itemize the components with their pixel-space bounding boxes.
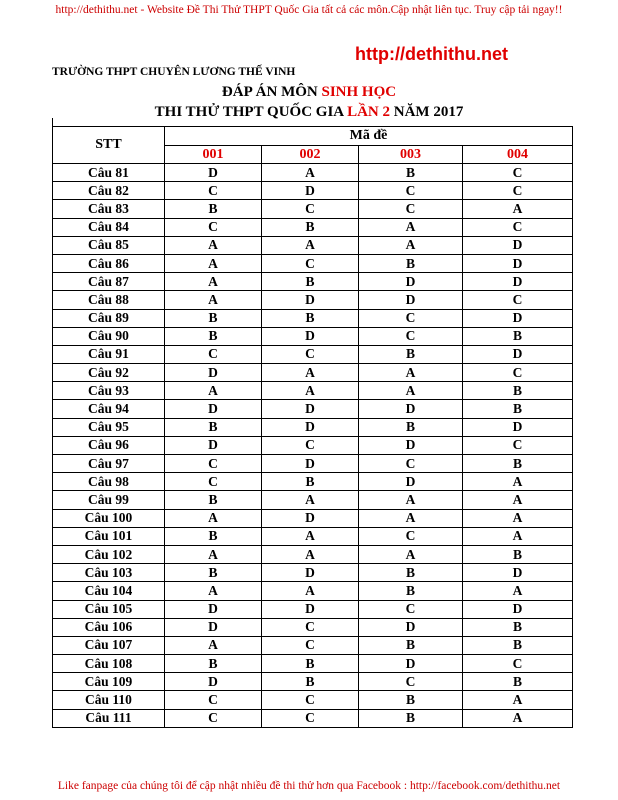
table-row [53, 564, 573, 582]
answer-cell: A [359, 364, 463, 382]
code-header: 001 [165, 146, 262, 164]
question-label: Câu 103 [53, 564, 165, 582]
answer-cell: B [463, 400, 573, 418]
answer-cell: A [165, 273, 262, 291]
answer-cell: A [463, 200, 573, 218]
answer-cell: A [262, 164, 359, 182]
table-row [53, 218, 573, 236]
answer-cell: A [463, 509, 573, 527]
answer-cell: C [165, 473, 262, 491]
answer-cell: D [463, 564, 573, 582]
answer-cell: C [463, 291, 573, 309]
answer-cell: D [165, 436, 262, 454]
question-label: Câu 86 [53, 254, 165, 272]
question-label: Câu 106 [53, 618, 165, 636]
table-row [53, 582, 573, 600]
school-name: TRƯỜNG THPT CHUYÊN LƯƠNG THẾ VINH [52, 66, 296, 78]
site-link[interactable]: http://dethithu.net [355, 44, 508, 64]
answer-cell: D [165, 364, 262, 382]
answer-cell: A [359, 491, 463, 509]
answer-cell: D [262, 400, 359, 418]
answer-cell: A [359, 382, 463, 400]
answer-cell: B [359, 418, 463, 436]
exam-year: NĂM 2017 [390, 104, 464, 120]
answer-cell: A [359, 545, 463, 563]
answer-cell: D [359, 473, 463, 491]
answer-cell: B [463, 545, 573, 563]
answer-cell: D [463, 273, 573, 291]
table-row [53, 600, 573, 618]
answer-cell: C [463, 164, 573, 182]
answer-cell: A [165, 291, 262, 309]
answer-cell: B [262, 655, 359, 673]
answer-cell: B [359, 709, 463, 727]
table-row [53, 382, 573, 400]
answer-cell: A [165, 254, 262, 272]
table-row [53, 291, 573, 309]
table-row [53, 400, 573, 418]
answer-cell: C [463, 436, 573, 454]
answer-cell: D [262, 182, 359, 200]
answer-cell: A [359, 236, 463, 254]
question-label: Câu 98 [53, 473, 165, 491]
answer-cell: B [359, 564, 463, 582]
table-row [53, 236, 573, 254]
answer-cell: D [262, 564, 359, 582]
answer-cell: B [262, 309, 359, 327]
answer-cell: B [262, 273, 359, 291]
answer-title [0, 84, 618, 101]
answer-cell: D [359, 400, 463, 418]
answer-cell: C [165, 345, 262, 363]
answer-cell: B [262, 673, 359, 691]
answer-cell: A [262, 491, 359, 509]
question-label: Câu 107 [53, 636, 165, 654]
question-label: Câu 101 [53, 527, 165, 545]
answer-cell: B [165, 655, 262, 673]
table-row [53, 691, 573, 709]
answer-cell: A [262, 582, 359, 600]
answer-cell: B [165, 327, 262, 345]
answer-cell: B [165, 491, 262, 509]
answer-cell: D [359, 273, 463, 291]
subject-name: SINH HỌC [321, 84, 397, 100]
question-label: Câu 110 [53, 691, 165, 709]
question-label: Câu 90 [53, 327, 165, 345]
table-row [53, 509, 573, 527]
answer-cell: C [359, 200, 463, 218]
answer-cell: C [359, 527, 463, 545]
answer-cell: A [165, 236, 262, 254]
question-label: Câu 96 [53, 436, 165, 454]
answer-cell: B [359, 164, 463, 182]
facebook-footer-link[interactable]: Like fanpage của chúng tôi để cập nhật nhiều đề thi thử hơn qua Facebook : http://facebook.com/dethithu.net [57, 780, 561, 792]
question-label: Câu 85 [53, 236, 165, 254]
answer-cell: C [359, 327, 463, 345]
answer-cell: B [165, 309, 262, 327]
answer-cell: D [165, 618, 262, 636]
answer-cell: C [359, 309, 463, 327]
answer-cell: B [165, 200, 262, 218]
answer-cell: D [262, 509, 359, 527]
answer-cell: C [463, 364, 573, 382]
answer-cell: B [262, 218, 359, 236]
answer-cell: D [463, 418, 573, 436]
answer-cell: C [165, 455, 262, 473]
answer-cell: A [463, 582, 573, 600]
question-label: Câu 82 [53, 182, 165, 200]
answer-cell: D [359, 291, 463, 309]
answer-cell: B [463, 455, 573, 473]
answer-cell: D [463, 345, 573, 363]
answer-cell: C [262, 618, 359, 636]
answer-cell: D [463, 600, 573, 618]
table-row [53, 200, 573, 218]
answer-cell: B [165, 527, 262, 545]
table-row [53, 527, 573, 545]
answer-cell: C [262, 436, 359, 454]
answer-cell: D [262, 327, 359, 345]
answer-cell: C [359, 182, 463, 200]
question-label: Câu 87 [53, 273, 165, 291]
stt-header: STT [53, 127, 165, 164]
answer-cell: A [463, 491, 573, 509]
answer-cell: B [463, 673, 573, 691]
table-row [53, 309, 573, 327]
question-label: Câu 99 [53, 491, 165, 509]
answer-cell: B [463, 618, 573, 636]
answer-cell: D [359, 655, 463, 673]
question-label: Câu 100 [53, 509, 165, 527]
question-label: Câu 89 [53, 309, 165, 327]
ma-de-header: Mã đề [165, 127, 573, 146]
code-header: 002 [262, 146, 359, 164]
answer-cell: A [463, 709, 573, 727]
answer-cell: D [359, 618, 463, 636]
question-label: Câu 84 [53, 218, 165, 236]
answer-cell: D [463, 309, 573, 327]
answer-cell: A [359, 218, 463, 236]
answer-cell: A [165, 582, 262, 600]
answer-cell: B [359, 254, 463, 272]
answer-cell: A [165, 636, 262, 654]
answer-cell: D [262, 291, 359, 309]
table-row [53, 636, 573, 654]
answer-cell: A [262, 236, 359, 254]
answer-cell: C [262, 691, 359, 709]
answer-cell: D [262, 418, 359, 436]
answer-cell: C [359, 673, 463, 691]
table-row [53, 436, 573, 454]
answer-cell: A [463, 527, 573, 545]
answer-cell: D [165, 600, 262, 618]
question-label: Câu 108 [53, 655, 165, 673]
exam-round: LẦN 2 [347, 104, 390, 120]
answer-cell: B [463, 382, 573, 400]
answer-cell: D [463, 254, 573, 272]
answer-cell: C [165, 218, 262, 236]
title-prefix: ĐÁP ÁN MÔN [221, 84, 322, 100]
table-row [53, 709, 573, 727]
table-row [53, 473, 573, 491]
top-banner-link[interactable]: http://dethithu.net - Website Đề Thi Thử THPT Quốc Gia tất cả các môn.Cập nhật liên tục. Truy cập tải ngay!! [55, 4, 563, 16]
answer-cell: A [463, 473, 573, 491]
answer-cell: A [463, 691, 573, 709]
question-label: Câu 88 [53, 291, 165, 309]
table-row [53, 418, 573, 436]
question-label: Câu 109 [53, 673, 165, 691]
answer-cell: B [165, 418, 262, 436]
answer-cell: B [359, 636, 463, 654]
table-row [53, 164, 573, 182]
answer-cell: B [463, 327, 573, 345]
answer-cell: C [359, 455, 463, 473]
answer-cell: A [262, 545, 359, 563]
question-label: Câu 111 [53, 709, 165, 727]
header-row [53, 127, 573, 146]
question-label: Câu 81 [53, 164, 165, 182]
answer-cell: A [262, 527, 359, 545]
answer-cell: D [165, 400, 262, 418]
answer-cell: D [262, 455, 359, 473]
answer-cell: C [165, 182, 262, 200]
question-label: Câu 93 [53, 382, 165, 400]
answer-cell: A [262, 364, 359, 382]
code-header: 003 [359, 146, 463, 164]
exam-title [0, 104, 618, 121]
table-row [53, 345, 573, 363]
answer-table [52, 126, 573, 728]
table-row [53, 254, 573, 272]
answer-cell: A [165, 545, 262, 563]
answer-cell: A [165, 382, 262, 400]
table-row [53, 182, 573, 200]
table-row [53, 545, 573, 563]
table-row [53, 364, 573, 382]
table-row [53, 655, 573, 673]
answer-cell: C [165, 709, 262, 727]
answer-cell: C [262, 200, 359, 218]
answer-cell: C [359, 600, 463, 618]
answer-cell: C [463, 655, 573, 673]
answer-cell: D [262, 600, 359, 618]
answer-cell: C [262, 254, 359, 272]
code-header: 004 [463, 146, 573, 164]
answer-cell: B [463, 636, 573, 654]
answer-cell: A [262, 382, 359, 400]
table-row [53, 618, 573, 636]
question-label: Câu 91 [53, 345, 165, 363]
answer-cell: C [262, 345, 359, 363]
question-label: Câu 95 [53, 418, 165, 436]
question-label: Câu 104 [53, 582, 165, 600]
table-row [53, 491, 573, 509]
table-row [53, 273, 573, 291]
table-row [53, 327, 573, 345]
answer-cell: B [359, 691, 463, 709]
exam-prefix: THI THỬ THPT QUỐC GIA [154, 104, 348, 120]
answer-cell: C [165, 691, 262, 709]
answer-cell: C [262, 636, 359, 654]
answer-cell: B [165, 564, 262, 582]
answer-cell: C [463, 182, 573, 200]
answer-cell: D [359, 436, 463, 454]
question-label: Câu 102 [53, 545, 165, 563]
answer-cell: B [359, 345, 463, 363]
question-label: Câu 105 [53, 600, 165, 618]
answer-cell: D [165, 164, 262, 182]
answer-cell: A [165, 509, 262, 527]
answer-cell: B [359, 582, 463, 600]
answer-cell: A [359, 509, 463, 527]
answer-cell: B [262, 473, 359, 491]
table-row [53, 455, 573, 473]
answer-cell: C [262, 709, 359, 727]
table-row [53, 673, 573, 691]
question-label: Câu 83 [53, 200, 165, 218]
answer-cell: D [463, 236, 573, 254]
question-label: Câu 92 [53, 364, 165, 382]
answer-cell: D [165, 673, 262, 691]
answer-cell: C [463, 218, 573, 236]
question-label: Câu 97 [53, 455, 165, 473]
question-label: Câu 94 [53, 400, 165, 418]
